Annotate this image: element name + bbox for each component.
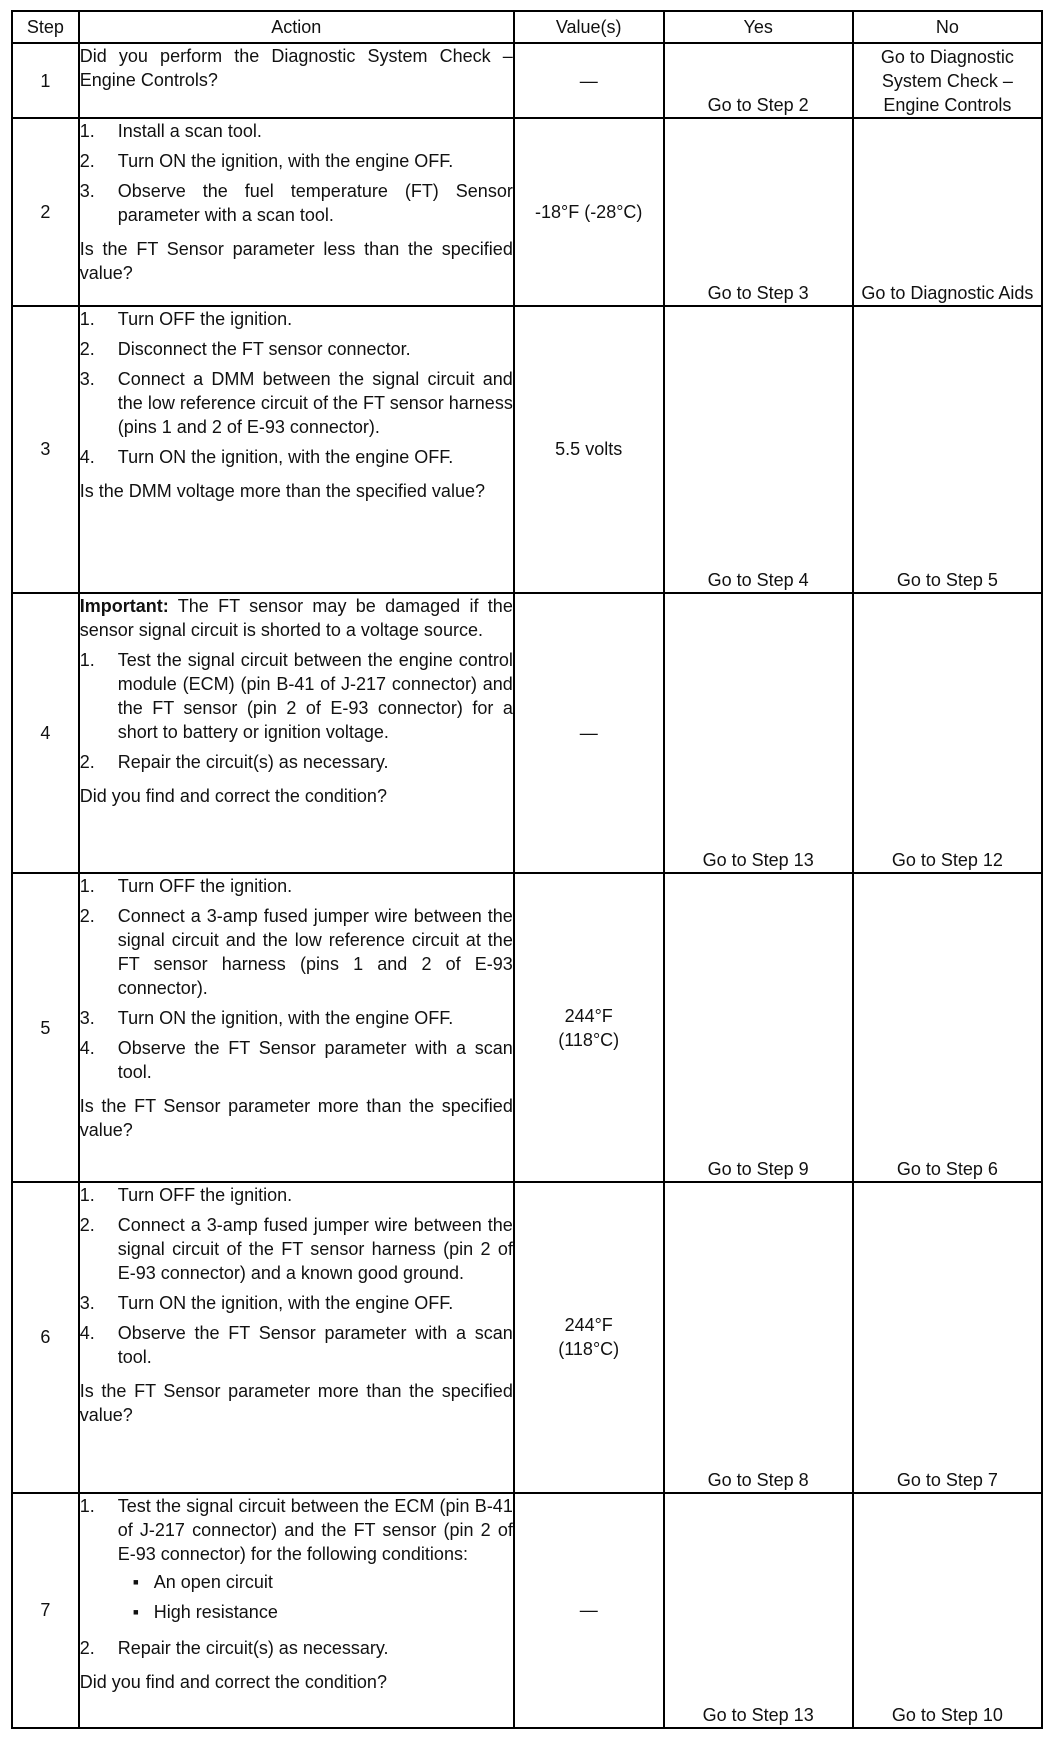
list-item: 2. Disconnect the FT sensor connector. [79,338,411,359]
no-cell: Go to Step 7 [853,1182,1042,1492]
value-celsius: (118°C) [558,1339,620,1360]
step-number: 1 [12,43,79,118]
no-cell: Go to Diagnostic System Check – Engine Controls [853,43,1042,118]
question-text: Is the DMM voltage more than the specified value? [79,480,485,501]
list-item: 1. Install a scan tool. [79,121,262,142]
question-text: Is the FT Sensor parameter less than the specified value? [79,239,513,284]
table-row-step-5 [12,873,1042,1182]
list-item: 4. Observe the FT Sensor parameter with a scan tool. [79,1037,513,1082]
table-row-step-3 [12,306,1042,593]
list-item: 3. Turn ON the ignition, with the engine OFF. [79,1007,454,1028]
bullet-item: ▪ High resistance [118,1600,513,1624]
action-cell [79,1182,514,1492]
step-number: 6 [12,1182,79,1492]
instruction-list [80,119,513,227]
list-item: 3. Connect a DMM between the signal circuit and the low reference circuit of the FT sensor harness (pins 1 and 2 of E-93 connector). [79,368,513,437]
value-cell [514,1182,664,1492]
yes-cell: Go to Step 4 [664,306,853,593]
step-number: 7 [12,1493,79,1728]
question-text: Did you find and correct the condition? [79,785,387,806]
yes-cell: Go to Step 13 [664,593,853,873]
table-row-step-1 [12,43,1042,118]
yes-cell: Go to Step 2 [664,43,853,118]
step-number: 4 [12,593,79,873]
header-values: Value(s) [514,11,664,43]
instruction-list [80,1183,513,1369]
instruction-list [80,648,513,774]
no-cell: Go to Step 12 [853,593,1042,873]
value-cell: — [514,593,664,873]
action-cell [79,306,514,593]
yes-cell: Go to Step 3 [664,118,853,306]
header-no: No [853,11,1042,43]
list-item: 4. Observe the FT Sensor parameter with a scan tool. [79,1323,513,1368]
question-text: Did you find and correct the condition? [79,1671,387,1692]
value-fahrenheit: 244°F [564,1005,613,1026]
value-cell [514,873,664,1182]
question-text: Did you perform the Diagnostic System Check – Engine Controls? [79,46,513,90]
table-row-step-7 [12,1493,1042,1728]
value-cell: 5.5 volts [514,306,664,593]
no-cell: Go to Step 10 [853,1493,1042,1728]
yes-cell: Go to Step 9 [664,873,853,1182]
table-row-step-2 [12,118,1042,306]
no-cell: Go to Step 5 [853,306,1042,593]
important-text: The FT sensor may be damaged if the sensor signal circuit is shorted to a voltage source. [79,595,513,640]
table-row-step-6 [12,1182,1042,1492]
list-item: 3. Observe the fuel temperature (FT) Sensor parameter with a scan tool. [79,181,513,226]
list-item: 1. Test the signal circuit between the engine control module (ECM) (pin B-41 of J-217 connector) and the FT sensor (pin 2 of E-93 connector) for a short to battery or ignition voltage. [79,649,513,742]
yes-cell: Go to Step 8 [664,1182,853,1492]
list-item: 2. Repair the circuit(s) as necessary. [79,1637,389,1658]
header-action: Action [79,11,514,43]
list-item: 2. Turn ON the ignition, with the engine OFF. [79,151,454,172]
header-yes: Yes [664,11,853,43]
value-fahrenheit: 244°F [564,1315,613,1336]
list-item: 3. Turn ON the ignition, with the engine OFF. [79,1293,454,1314]
header-row [12,11,1042,43]
bullet-icon: ▪ [132,1571,139,1592]
action-cell [79,1493,514,1728]
list-item: 1. Turn OFF the ignition. [79,875,293,896]
instruction-list [80,874,513,1084]
list-item: 1. Test the signal circuit between the ECM (pin B-41 of J-217 connector) and the FT sensor (pin 2 of E-93 connector) for the following conditions: ▪ An open circuit ▪ High resistance [79,1495,513,1622]
step-number: 3 [12,306,79,593]
list-item: 1. Turn OFF the ignition. [79,308,293,329]
step-number: 5 [12,873,79,1182]
action-cell [79,873,514,1182]
bullet-icon: ▪ [132,1601,139,1622]
instruction-list [80,1494,513,1660]
step-number: 2 [12,118,79,306]
condition-list [118,1570,513,1624]
no-cell: Go to Step 6 [853,873,1042,1182]
yes-cell: Go to Step 13 [664,1493,853,1728]
value-celsius: (118°C) [558,1029,620,1050]
list-item: 1. Turn OFF the ignition. [79,1185,293,1206]
value-cell: — [514,1493,664,1728]
question-text: Is the FT Sensor parameter more than the specified value? [79,1095,513,1140]
no-cell: Go to Diagnostic Aids [853,118,1042,306]
value-cell: -18°F (-28°C) [514,118,664,306]
action-cell [79,43,514,118]
action-cell [79,593,514,873]
value-cell: — [514,43,664,118]
list-item: 2. Connect a 3-amp fused jumper wire between the signal circuit and the low reference circuit at the FT sensor harness (pins 1 and 2 of E-93 connector). [79,905,513,998]
list-item: 2. Repair the circuit(s) as necessary. [79,751,389,772]
list-item: 2. Connect a 3-amp fused jumper wire between the signal circuit of the FT sensor harness (pin 2 of E-93 connector) and a known good ground. [79,1215,513,1284]
question-text: Is the FT Sensor parameter more than the specified value? [79,1381,513,1426]
list-item: 4. Turn ON the ignition, with the engine OFF. [79,446,454,467]
action-cell [79,118,514,306]
instruction-list [80,307,513,469]
important-label: Important: [79,595,169,616]
header-step: Step [12,11,79,43]
table-row-step-4 [12,593,1042,873]
bullet-item: ▪ An open circuit [118,1570,513,1594]
diagnostic-table [11,10,1043,1729]
important-note [80,594,513,642]
